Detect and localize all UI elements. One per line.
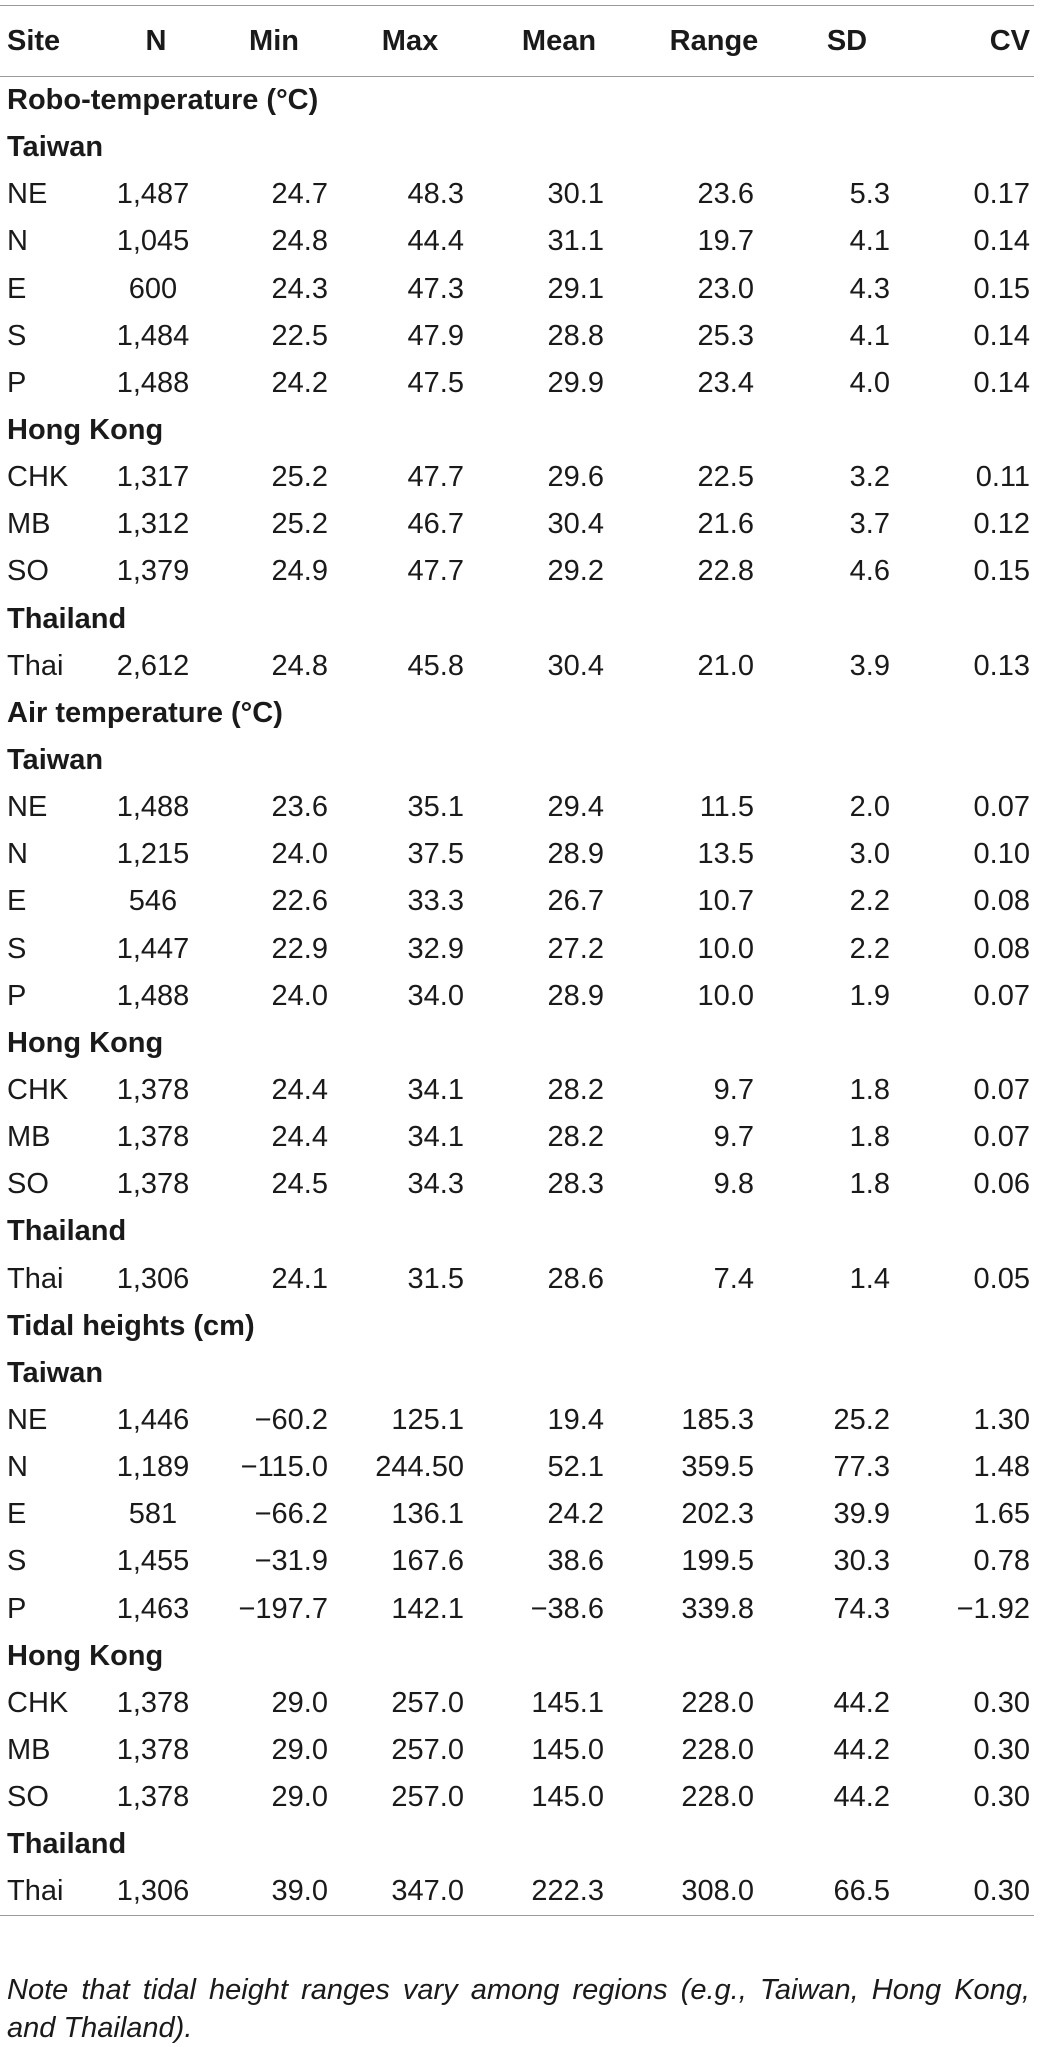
cell-range: 23.0 xyxy=(697,272,754,305)
cell-cv: 0.30 xyxy=(973,1733,1030,1766)
cell-sd: 66.5 xyxy=(794,1868,900,1916)
cell-mean: 30.1 xyxy=(547,178,604,211)
cell-mean: −38.6 xyxy=(530,1592,604,1625)
cell-min: 39.0 xyxy=(212,1868,336,1916)
cell-cv: 0.07 xyxy=(973,1121,1030,1154)
cell-site: Thai xyxy=(0,1868,100,1916)
cell-range: 23.4 xyxy=(697,366,754,399)
section-title: Tidal heights (cm) xyxy=(7,1309,255,1342)
cell-sd: 4.1 xyxy=(849,319,890,352)
group-title: Hong Kong xyxy=(7,1639,164,1672)
header-mean: Mean xyxy=(484,6,634,77)
cell-sd: 3.2 xyxy=(849,461,890,494)
cell-max: 48.3 xyxy=(407,178,464,211)
cell-max: 47.7 xyxy=(407,555,464,588)
cell-mean: 28.8 xyxy=(547,319,604,352)
cell-range: 10.0 xyxy=(697,932,754,965)
cell-max: 34.1 xyxy=(407,1121,464,1154)
cell-sd: 1.4 xyxy=(849,1262,890,1295)
cell-sd: 2.2 xyxy=(849,885,890,918)
cell-mean: 30.4 xyxy=(547,649,604,682)
cell-range: 23.6 xyxy=(697,178,754,211)
table-row xyxy=(0,1114,1034,1161)
header-n: N xyxy=(100,6,212,77)
cell-cv: 0.08 xyxy=(973,885,1030,918)
header-site: Site xyxy=(0,6,100,77)
cell-site: MB xyxy=(7,1733,51,1766)
cell-sd: 74.3 xyxy=(833,1592,890,1625)
cell-n: 1,447 xyxy=(116,932,190,965)
cell-range: 22.5 xyxy=(697,461,754,494)
cell-cv: 1.65 xyxy=(973,1498,1030,1531)
cell-range: 22.8 xyxy=(697,555,754,588)
cell-min: 24.7 xyxy=(271,178,328,211)
cell-range: 359.5 xyxy=(681,1451,754,1484)
cell-min: 29.0 xyxy=(271,1686,328,1719)
cell-max: 47.3 xyxy=(407,272,464,305)
cell-site: NE xyxy=(7,1404,48,1436)
cell-mean: 52.1 xyxy=(547,1451,604,1484)
cell-cv: 0.14 xyxy=(973,319,1030,352)
cell-n: 1,378 xyxy=(116,1733,190,1766)
cell-n: 1,488 xyxy=(116,979,190,1012)
cell-cv: 0.30 xyxy=(973,1686,1030,1719)
table-row xyxy=(0,360,1034,407)
table-note: Note that tidal height ranges vary among regions (e.g., Taiwan, Hong Kong, and Thailand). xyxy=(7,1974,1030,2044)
cell-mean: 28.2 xyxy=(547,1121,604,1154)
cell-n: 1,215 xyxy=(116,838,190,871)
group-title: Thailand xyxy=(7,602,127,635)
cell-range: 339.8 xyxy=(681,1592,754,1625)
cell-mean: 27.2 xyxy=(547,932,604,965)
cell-max: 34.3 xyxy=(407,1168,464,1201)
cell-site: S xyxy=(7,932,27,965)
cell-site: P xyxy=(7,1592,27,1625)
cell-sd: 1.9 xyxy=(849,979,890,1012)
group-row xyxy=(0,1633,1034,1680)
table-row xyxy=(0,313,1034,360)
cell-site: SO xyxy=(7,555,49,588)
header-row xyxy=(0,6,1034,77)
cell-mean: 29.4 xyxy=(547,791,604,824)
cell-min: −115.0 xyxy=(240,1451,328,1484)
group-row xyxy=(0,1020,1034,1067)
group-title: Hong Kong xyxy=(7,414,164,447)
cell-range: 11.5 xyxy=(699,791,754,824)
cell-sd: 44.2 xyxy=(833,1733,890,1766)
cell-max: 46.7 xyxy=(407,508,464,541)
cell-site: E xyxy=(7,885,27,918)
cell-mean: 29.6 xyxy=(547,461,604,494)
cell-max: 33.3 xyxy=(407,885,464,918)
cell-min: 22.6 xyxy=(271,885,328,918)
cell-n: 1,378 xyxy=(116,1074,190,1107)
cell-range: 228.0 xyxy=(681,1781,754,1814)
cell-mean: 28.9 xyxy=(547,979,604,1012)
cell-cv: 0.13 xyxy=(973,649,1030,682)
group-row xyxy=(0,124,1034,171)
table-row xyxy=(0,1256,1034,1303)
cell-range: 308.0 xyxy=(634,1868,794,1916)
cell-range: 19.7 xyxy=(697,225,754,258)
cell-cv: 0.05 xyxy=(973,1262,1030,1295)
group-title: Thailand xyxy=(7,1828,127,1861)
cell-max: 257.0 xyxy=(391,1733,464,1766)
table-row xyxy=(0,1161,1034,1208)
cell-sd: 4.6 xyxy=(849,555,890,588)
cell-sd: 3.7 xyxy=(849,508,890,541)
cell-max: 35.1 xyxy=(407,791,464,824)
cell-n: 1,487 xyxy=(116,178,190,211)
table-row xyxy=(0,1397,1034,1444)
cell-mean: 31.1 xyxy=(547,225,604,258)
cell-n: 1,189 xyxy=(116,1451,190,1484)
cell-min: 24.0 xyxy=(271,838,328,871)
group-row xyxy=(0,596,1034,643)
cell-site: E xyxy=(7,1498,27,1531)
cell-min: −31.9 xyxy=(254,1545,328,1578)
cell-min: 24.1 xyxy=(271,1262,328,1295)
cell-max: 47.7 xyxy=(407,461,464,494)
table-row xyxy=(0,926,1034,973)
cell-sd: 30.3 xyxy=(833,1545,890,1578)
cell-min: 25.2 xyxy=(271,508,328,541)
cell-range: 10.0 xyxy=(697,979,754,1012)
cell-site: Thai xyxy=(7,649,64,682)
cell-site: NE xyxy=(7,791,48,824)
cell-max: 45.8 xyxy=(407,649,464,682)
cell-cv: 0.14 xyxy=(973,225,1030,258)
cell-sd: 2.2 xyxy=(849,932,890,965)
cell-cv: 0.30 xyxy=(973,1781,1030,1814)
group-title: Taiwan xyxy=(7,744,104,777)
table-row xyxy=(0,454,1034,501)
cell-n: 546 xyxy=(128,885,178,918)
cell-max: 47.5 xyxy=(407,366,464,399)
cell-max: 34.0 xyxy=(407,979,464,1012)
cell-mean: 29.2 xyxy=(547,555,604,588)
header-min: Min xyxy=(212,6,336,77)
cell-sd: 25.2 xyxy=(833,1404,890,1436)
cell-mean: 28.2 xyxy=(547,1074,604,1107)
cell-site: E xyxy=(7,272,27,305)
cell-site: P xyxy=(7,979,27,1012)
cell-n: 1,378 xyxy=(116,1781,190,1814)
cell-site: N xyxy=(7,225,28,258)
cell-site: S xyxy=(7,319,27,352)
cell-min: 24.4 xyxy=(271,1121,328,1154)
cell-cv: −1.92 xyxy=(956,1592,1030,1625)
cell-n: 1,379 xyxy=(116,555,190,588)
cell-sd: 3.0 xyxy=(849,838,890,871)
cell-mean: 29.1 xyxy=(547,272,604,305)
cell-cv: 0.12 xyxy=(973,508,1030,541)
cell-cv: 0.14 xyxy=(973,366,1030,399)
cell-site: CHK xyxy=(7,1074,69,1107)
cell-max: 257.0 xyxy=(391,1781,464,1814)
cell-site: S xyxy=(7,1545,27,1578)
cell-range: 185.3 xyxy=(681,1404,754,1436)
cell-sd: 77.3 xyxy=(833,1451,890,1484)
cell-max: 136.1 xyxy=(391,1498,464,1531)
table-row xyxy=(0,1868,1034,1916)
table-row xyxy=(0,266,1034,313)
cell-n: 2,612 xyxy=(116,649,190,682)
cell-sd: 3.9 xyxy=(849,649,890,682)
cell-cv: 0.17 xyxy=(973,178,1030,211)
cell-range: 199.5 xyxy=(681,1545,754,1578)
cell-max: 142.1 xyxy=(391,1592,464,1625)
cell-max: 257.0 xyxy=(391,1686,464,1719)
cell-sd: 4.3 xyxy=(849,272,890,305)
cell-n: 1,306 xyxy=(116,1262,190,1295)
cell-max: 34.1 xyxy=(407,1074,464,1107)
section-title: Air temperature (°C) xyxy=(7,696,283,729)
table-row xyxy=(0,1067,1034,1114)
cell-min: 29.0 xyxy=(271,1781,328,1814)
cell-range: 10.7 xyxy=(697,885,754,918)
cell-max: 37.5 xyxy=(407,838,464,871)
header-sd: SD xyxy=(794,6,900,77)
cell-site: N xyxy=(7,838,28,871)
table-row xyxy=(0,171,1034,218)
cell-cv: 0.11 xyxy=(975,461,1030,494)
table-row xyxy=(0,548,1034,595)
cell-min: 22.5 xyxy=(271,319,328,352)
cell-min: 24.2 xyxy=(271,366,328,399)
cell-sd: 1.8 xyxy=(849,1121,890,1154)
cell-sd: 44.2 xyxy=(833,1781,890,1814)
cell-n: 581 xyxy=(128,1498,178,1531)
table-row xyxy=(0,1444,1034,1491)
cell-site: CHK xyxy=(7,461,69,494)
cell-max: 44.4 xyxy=(407,225,464,258)
cell-n: 1,378 xyxy=(116,1686,190,1719)
cell-n: 1,488 xyxy=(116,366,190,399)
cell-n: 1,378 xyxy=(116,1168,190,1201)
cell-range: 7.4 xyxy=(713,1262,754,1295)
cell-range: 21.6 xyxy=(697,508,754,541)
cell-sd: 44.2 xyxy=(833,1686,890,1719)
group-row xyxy=(0,1821,1034,1868)
group-row xyxy=(0,737,1034,784)
table-header xyxy=(0,6,1034,77)
section-row xyxy=(0,690,1034,737)
cell-n: 1,317 xyxy=(116,461,190,494)
cell-min: 23.6 xyxy=(271,791,328,824)
cell-cv: 0.15 xyxy=(973,555,1030,588)
cell-cv: 1.30 xyxy=(973,1404,1030,1436)
cell-cv: 0.07 xyxy=(973,791,1030,824)
cell-n: 1,463 xyxy=(116,1592,190,1625)
cell-min: 24.8 xyxy=(271,649,328,682)
cell-cv: 0.08 xyxy=(973,932,1030,965)
cell-sd: 39.9 xyxy=(833,1498,890,1531)
table-row xyxy=(0,1586,1034,1633)
table-row xyxy=(0,1491,1034,1538)
cell-mean: 145.0 xyxy=(531,1781,604,1814)
cell-n: 1,378 xyxy=(116,1121,190,1154)
cell-max: 32.9 xyxy=(407,932,464,965)
table-row xyxy=(0,784,1034,831)
cell-site: N xyxy=(7,1451,28,1484)
cell-max: 125.1 xyxy=(391,1404,464,1436)
table-row xyxy=(0,973,1034,1020)
cell-mean: 30.4 xyxy=(547,508,604,541)
cell-cv: 0.15 xyxy=(973,272,1030,305)
group-row xyxy=(0,1208,1034,1255)
cell-range: 9.7 xyxy=(713,1074,754,1107)
cell-max: 167.6 xyxy=(391,1545,464,1578)
cell-max: 31.5 xyxy=(407,1262,464,1295)
cell-max: 347.0 xyxy=(336,1868,484,1916)
statistics-table xyxy=(0,5,1034,1916)
cell-n: 1,484 xyxy=(116,319,190,352)
cell-min: 25.2 xyxy=(271,461,328,494)
cell-mean: 222.3 xyxy=(484,1868,634,1916)
cell-mean: 28.6 xyxy=(547,1262,604,1295)
group-row xyxy=(0,1350,1034,1397)
table-row xyxy=(0,218,1034,265)
cell-n: 1,488 xyxy=(116,791,190,824)
cell-sd: 1.8 xyxy=(849,1168,890,1201)
cell-n: 1,446 xyxy=(116,1404,190,1436)
cell-n: 1,045 xyxy=(116,225,190,258)
table-row xyxy=(0,1774,1034,1821)
cell-mean: 29.9 xyxy=(547,366,604,399)
cell-cv: 0.78 xyxy=(973,1545,1030,1578)
cell-range: 21.0 xyxy=(697,649,754,682)
cell-site: Thai xyxy=(7,1262,64,1295)
cell-n: 1,455 xyxy=(116,1545,190,1578)
header-max: Max xyxy=(336,6,484,77)
table-row xyxy=(0,1538,1034,1585)
cell-cv: 0.06 xyxy=(973,1168,1030,1201)
cell-n: 1,312 xyxy=(116,508,190,541)
cell-site: SO xyxy=(7,1781,49,1814)
cell-cv: 0.10 xyxy=(973,838,1030,871)
section-title: Robo-temperature (°C) xyxy=(7,84,319,117)
table-row xyxy=(0,501,1034,548)
cell-cv: 0.07 xyxy=(973,979,1030,1012)
cell-sd: 4.1 xyxy=(849,225,890,258)
group-title: Hong Kong xyxy=(7,1026,164,1059)
cell-site: MB xyxy=(7,508,51,541)
cell-cv: 0.30 xyxy=(900,1868,1034,1916)
cell-min: −197.7 xyxy=(238,1592,328,1625)
group-title: Taiwan xyxy=(7,1356,104,1389)
cell-mean: 28.9 xyxy=(547,838,604,871)
cell-site: CHK xyxy=(7,1686,69,1719)
cell-mean: 38.6 xyxy=(547,1545,604,1578)
cell-range: 13.5 xyxy=(697,838,754,871)
cell-site: NE xyxy=(7,178,48,211)
section-row xyxy=(0,1303,1034,1350)
cell-cv: 0.07 xyxy=(973,1074,1030,1107)
header-cv: CV xyxy=(900,6,1034,77)
cell-min: −66.2 xyxy=(254,1498,328,1531)
cell-min: −60.2 xyxy=(254,1404,328,1436)
cell-mean: 24.2 xyxy=(547,1498,604,1531)
group-row xyxy=(0,407,1034,454)
cell-range: 228.0 xyxy=(681,1686,754,1719)
cell-max: 244.50 xyxy=(375,1451,464,1484)
cell-sd: 4.0 xyxy=(849,366,890,399)
cell-min: 24.4 xyxy=(271,1074,328,1107)
table-row xyxy=(0,1680,1034,1727)
cell-min: 24.8 xyxy=(271,225,328,258)
header-range: Range xyxy=(634,6,794,77)
table-body xyxy=(0,77,1034,1916)
cell-range: 202.3 xyxy=(681,1498,754,1531)
cell-mean: 28.3 xyxy=(547,1168,604,1201)
cell-sd: 2.0 xyxy=(849,791,890,824)
cell-n: 600 xyxy=(128,272,178,305)
cell-min: 29.0 xyxy=(271,1733,328,1766)
cell-mean: 19.4 xyxy=(547,1404,604,1436)
cell-min: 24.9 xyxy=(271,555,328,588)
cell-range: 25.3 xyxy=(697,319,754,352)
cell-sd: 5.3 xyxy=(849,178,890,211)
table-row xyxy=(0,1727,1034,1774)
cell-range: 9.8 xyxy=(713,1168,754,1201)
cell-mean: 26.7 xyxy=(547,885,604,918)
cell-site: P xyxy=(7,366,27,399)
cell-site: SO xyxy=(7,1168,49,1201)
cell-range: 9.7 xyxy=(713,1121,754,1154)
table-row xyxy=(0,643,1034,690)
cell-min: 22.9 xyxy=(271,932,328,965)
section-row xyxy=(0,77,1034,125)
cell-site: MB xyxy=(7,1121,51,1154)
table-row xyxy=(0,878,1034,925)
cell-min: 24.3 xyxy=(271,272,328,305)
cell-min: 24.0 xyxy=(271,979,328,1012)
cell-cv: 1.48 xyxy=(973,1451,1030,1484)
cell-max: 47.9 xyxy=(407,319,464,352)
cell-range: 228.0 xyxy=(681,1733,754,1766)
cell-min: 24.5 xyxy=(271,1168,328,1201)
group-title: Thailand xyxy=(7,1215,127,1248)
cell-mean: 145.1 xyxy=(531,1686,604,1719)
group-title: Taiwan xyxy=(7,131,104,164)
table-row xyxy=(0,831,1034,878)
cell-n: 1,306 xyxy=(100,1868,212,1916)
cell-sd: 1.8 xyxy=(849,1074,890,1107)
cell-mean: 145.0 xyxy=(531,1733,604,1766)
